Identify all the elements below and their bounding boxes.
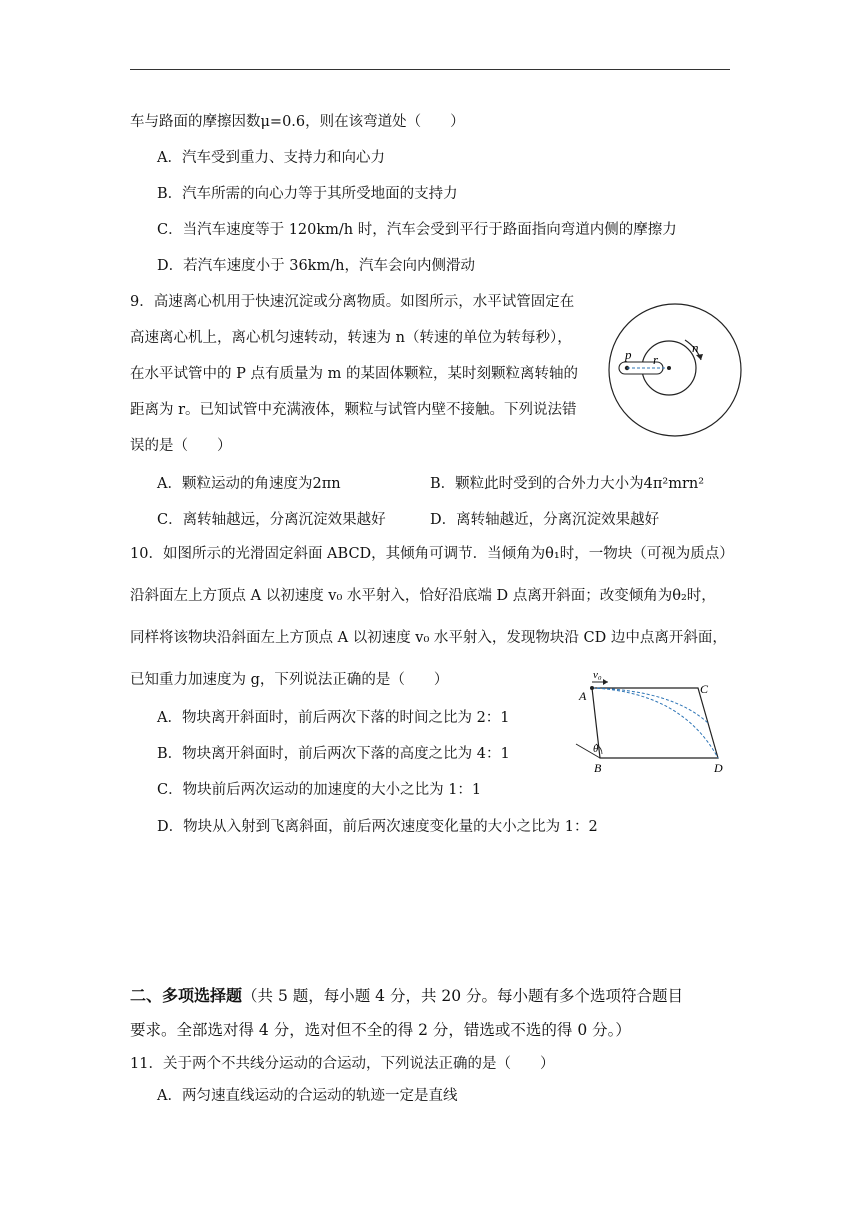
- section2-desc-1: （共 5 题，每小题 4 分，共 20 分。每小题有多个选项符合题目: [242, 987, 684, 1005]
- label-p: p: [625, 347, 632, 362]
- q9-stem-line-1: 9．高速离心机用于快速沉淀或分离物质。如图所示，水平试管固定在: [130, 294, 575, 310]
- trajectory-2: [592, 688, 708, 723]
- label-r: r: [653, 352, 659, 367]
- q8-option-a: A．汽车受到重力、支持力和向心力: [157, 150, 385, 166]
- q10-option-a: A．物块离开斜面时，前后两次下落的时间之比为 2：1: [157, 710, 510, 726]
- q8-option-d: D．若汽车速度小于 36km/h，汽车会向内侧滑动: [157, 258, 475, 274]
- header-rule: [130, 69, 730, 70]
- section2-desc-2: 要求。全部选对得 4 分，选对但不全的得 2 分，错选或不选的得 0 分。）: [130, 1021, 631, 1039]
- section2-header-line-1: [130, 986, 683, 1006]
- q10-option-c: C．物块前后两次运动的加速度的大小之比为 1：1: [157, 782, 482, 798]
- q10-stem-line-2: 沿斜面左上方顶点 A 以初速度 v₀ 水平射入，恰好沿底端 D 点离开斜面；改变倾角为θ₂时，: [130, 588, 716, 604]
- q10-stem-line-1: 10．如图所示的光滑固定斜面 ABCD，其倾角可调节．当倾角为θ₁时，一物块（可视为质点）: [130, 546, 734, 562]
- q8-option-b: B．汽车所需的向心力等于其所受地面的支持力: [157, 186, 458, 202]
- q9-option-d: D．离转轴越近，分离沉淀效果越好: [430, 512, 660, 528]
- q9-stem-line-5: 误的是（ ）: [130, 438, 232, 454]
- velocity-arrowhead: [603, 679, 608, 685]
- q9-stem-line-2: 高速离心机上，离心机匀速转动，转速为 n（转速的单位为转每秒），: [130, 330, 572, 346]
- trajectory-1: [592, 688, 718, 758]
- label-c: C: [700, 682, 709, 696]
- section2-title: 二、多项选择题: [130, 986, 243, 1005]
- label-d: D: [714, 761, 723, 775]
- label-theta: θ: [593, 743, 599, 755]
- point-a-dot: [590, 686, 594, 690]
- q9-stem-line-4: 距离为 r。已知试管中充满液体，颗粒与试管内壁不接触。下列说法错: [130, 402, 577, 418]
- incline-parallelogram: [592, 688, 718, 758]
- q10-stem-line-3: 同样将该物块沿斜面左上方顶点 A 以初速度 v₀ 水平射入，发现物块沿 CD 边中点离开斜面，: [130, 630, 727, 646]
- label-v0: v₀: [593, 669, 602, 681]
- axis-center: [667, 366, 671, 370]
- q10-option-b: B．物块离开斜面时，前后两次下落的高度之比为 4：1: [157, 746, 510, 762]
- q8-stem-tail: 车与路面的摩擦因数μ=0.6，则在该弯道处（ ）: [130, 114, 465, 130]
- q8-option-c: C．当汽车速度等于 120km/h 时，汽车会受到平行于路面指向弯道内侧的摩擦力: [157, 222, 677, 238]
- incline-figure: [572, 668, 742, 778]
- q9-option-c: C．离转轴越远，分离沉淀效果越好: [157, 512, 386, 528]
- q10-stem-line-4: 已知重力加速度为 g，下列说法正确的是（ ）: [130, 672, 449, 688]
- q11-option-a: A．两匀速直线运动的合运动的轨迹一定是直线: [157, 1088, 458, 1104]
- q9-option-a: A．颗粒运动的角速度为2πn: [157, 476, 341, 492]
- q9-option-b: B．颗粒此时受到的合外力大小为4π²mrn²: [430, 476, 705, 492]
- label-b: B: [594, 761, 602, 775]
- label-a: A: [579, 689, 587, 703]
- label-n: n: [692, 340, 699, 355]
- centrifuge-figure: [605, 302, 745, 442]
- q11-stem: 11．关于两个不共线分运动的合运动，下列说法正确的是（ ）: [130, 1056, 555, 1072]
- q10-option-d: D．物块从入射到飞离斜面，前后两次速度变化量的大小之比为 1：2: [157, 819, 598, 835]
- q9-stem-line-3: 在水平试管中的 P 点有质量为 m 的某固体颗粒，某时刻颗粒离转轴的: [130, 366, 578, 382]
